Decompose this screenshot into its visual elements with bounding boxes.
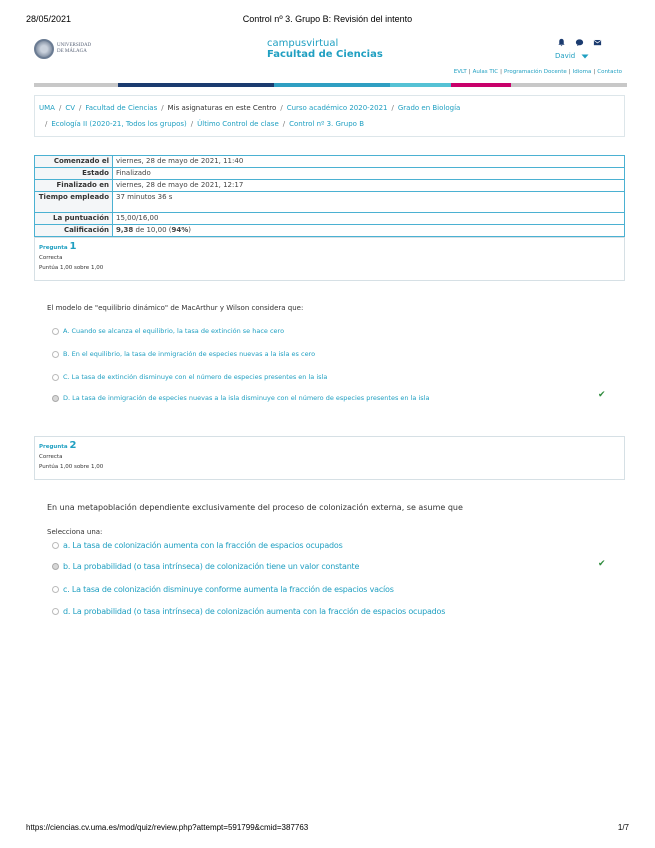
question-status: Correcta xyxy=(39,454,63,460)
color-bar-segment xyxy=(274,83,390,87)
q2-option-a[interactable] xyxy=(52,539,343,551)
question-number-value: 2 xyxy=(69,440,77,451)
breadcrumb-facultad[interactable]: Facultad de Ciencias xyxy=(85,104,158,112)
university-logo[interactable] xyxy=(34,36,94,62)
breadcrumb-mis-asignaturas: Mis asignaturas en este Centro xyxy=(167,104,277,112)
link-evlt[interactable]: EVLT xyxy=(453,69,467,75)
grade-value xyxy=(113,225,625,237)
question-status: Correcta xyxy=(39,255,63,261)
summary-value: Finalizado xyxy=(113,168,625,180)
breadcrumb-cv[interactable]: CV xyxy=(65,104,75,112)
summary-value: viernes, 28 de mayo de 2021, 12:17 xyxy=(113,180,625,192)
user-menu xyxy=(555,38,615,62)
breadcrumb-ultimo-control[interactable]: Último Control de clase xyxy=(197,120,279,128)
bell-icon[interactable] xyxy=(557,38,566,47)
summary-key: La puntuación xyxy=(35,213,113,225)
select-one-label: Selecciona una: xyxy=(47,528,103,536)
color-bar-segment xyxy=(390,83,451,87)
radio-button-selected[interactable] xyxy=(52,395,59,402)
top-links: EVLT | Aulas TIC | Programación Docente | Idioma | Contacto xyxy=(453,69,622,75)
summary-row xyxy=(35,225,625,237)
q2-option-d[interactable] xyxy=(52,605,445,617)
radio-button[interactable] xyxy=(52,351,59,358)
grade-close: ) xyxy=(188,226,191,234)
attempt-summary-table xyxy=(34,155,625,237)
question-score: Puntúa 1,00 sobre 1,00 xyxy=(39,265,104,271)
print-header xyxy=(26,14,629,26)
color-bar-segment xyxy=(451,83,511,87)
radio-button-selected[interactable] xyxy=(52,563,59,570)
option-label: B. En el equilibrio, la tasa de inmigración de especies nuevas a la isla es cero xyxy=(63,350,316,358)
radio-button[interactable] xyxy=(52,374,59,381)
q1-option-a[interactable] xyxy=(52,325,284,337)
radio-button[interactable] xyxy=(52,586,59,593)
summary-key: Tiempo empleado xyxy=(35,192,113,213)
summary-key: Calificación xyxy=(35,225,113,237)
link-programacion-docente[interactable]: Programación Docente xyxy=(504,69,567,75)
question-number xyxy=(39,441,620,452)
breadcrumb: UMA / CV / Facultad de Ciencias / Mis asignaturas en este Centro / Curso académico 2020-2021 / Grado en Biología / Ecología II (2020-21, Todos los grupos) / Último Control de clase / Control nº 3. Grupo B xyxy=(34,95,625,137)
question-text-2: En una metapoblación dependiente exclusivamente del proceso de colonización externa, se asume que xyxy=(47,503,463,512)
brand-campusvirtual: campusvirtual xyxy=(267,38,339,49)
color-bar xyxy=(34,83,627,87)
breadcrumb-curso[interactable]: Curso académico 2020-2021 xyxy=(286,104,388,112)
summary-row xyxy=(35,213,625,225)
summary-key: Estado xyxy=(35,168,113,180)
print-page-number: 1/7 xyxy=(617,823,629,832)
question-info-1 xyxy=(34,237,625,281)
option-label: a. La tasa de colonización aumenta con la fracción de espacios ocupados xyxy=(63,540,343,550)
link-idioma[interactable]: Idioma xyxy=(572,69,592,75)
site-header xyxy=(34,36,621,66)
summary-key: Finalizado en xyxy=(35,180,113,192)
link-aulas-tic[interactable]: Aulas TIC xyxy=(472,69,499,75)
summary-row xyxy=(35,192,625,213)
q2-option-b[interactable] xyxy=(52,560,359,572)
radio-button[interactable] xyxy=(52,328,59,335)
breadcrumb-ecologia[interactable]: Ecología II (2020-21, Todos los grupos) xyxy=(51,120,187,128)
option-label: A. Cuando se alcanza el equilibrio, la tasa de extinción se hace cero xyxy=(63,327,285,335)
question-number xyxy=(39,242,620,253)
site-brand[interactable] xyxy=(267,38,383,61)
print-title: Control nº 3. Grupo B: Revisión del intento xyxy=(242,14,413,24)
summary-key: Comenzado el xyxy=(35,156,113,168)
option-label: b. La probabilidad (o tasa intrínseca) de colonización tiene un valor constante xyxy=(63,561,360,571)
summary-value: viernes, 28 de mayo de 2021, 11:40 xyxy=(113,156,625,168)
question-number-value: 1 xyxy=(69,241,77,252)
question-score: Puntúa 1,00 sobre 1,00 xyxy=(39,464,104,470)
print-date: 28/05/2021 xyxy=(26,14,72,24)
option-label: D. La tasa de inmigración de especies nuevas a la isla disminuye con el número de especies presentes en la isla xyxy=(63,394,430,402)
summary-value: 37 minutos 36 s xyxy=(113,192,625,213)
summary-row xyxy=(35,168,625,180)
print-url: https://ciencias.cv.uma.es/mod/quiz/review.php?attempt=591799&cmid=387763 xyxy=(26,823,309,832)
question-label: Pregunta xyxy=(39,245,68,251)
logo-text: UNIVERSIDAD DE MÁLAGA xyxy=(57,43,92,54)
radio-button[interactable] xyxy=(52,608,59,615)
q1-option-d[interactable] xyxy=(52,392,429,404)
summary-value: 15,00/16,00 xyxy=(113,213,625,225)
option-label: C. La tasa de extinción disminuye con el número de especies presentes en la isla xyxy=(63,373,328,381)
radio-button[interactable] xyxy=(52,542,59,549)
question-info-2 xyxy=(34,436,625,480)
option-label: d. La probabilidad (o tasa intrínseca) de colonización aumenta con la fracción de espacios ocupados xyxy=(63,606,446,616)
user-name[interactable]: David xyxy=(555,52,576,60)
summary-row xyxy=(35,180,625,192)
university-seal-icon xyxy=(34,39,54,59)
q1-option-c[interactable] xyxy=(52,371,327,383)
color-bar-segment xyxy=(34,83,118,87)
grade-rest: de 10,00 ( xyxy=(133,226,172,234)
chevron-down-icon[interactable] xyxy=(581,54,589,60)
color-bar-segment xyxy=(511,83,627,87)
breadcrumb-grado[interactable]: Grado en Biología xyxy=(397,104,461,112)
link-contacto[interactable]: Contacto xyxy=(597,69,622,75)
correct-check-icon: ✔ xyxy=(598,559,606,569)
q1-option-b[interactable] xyxy=(52,348,315,360)
brand-faculty: Facultad de Ciencias xyxy=(267,49,383,60)
correct-check-icon: ✔ xyxy=(598,390,606,400)
breadcrumb-uma[interactable]: UMA xyxy=(39,104,55,112)
mail-icon[interactable] xyxy=(593,38,602,47)
option-label: c. La tasa de colonización disminuye conforme aumenta la fracción de espacios vacíos xyxy=(63,584,394,594)
breadcrumb-control[interactable]: Control nº 3. Grupo B xyxy=(289,120,364,128)
question-label: Pregunta xyxy=(39,444,68,450)
summary-row xyxy=(35,156,625,168)
q2-option-c[interactable] xyxy=(52,583,394,595)
color-bar-segment xyxy=(118,83,274,87)
grade-number: 9,38 xyxy=(116,226,134,234)
question-text-1: El modelo de "equilibrio dinámico" de MacArthur y Wilson considera que: xyxy=(47,304,304,312)
chat-icon[interactable] xyxy=(575,38,584,47)
grade-percent: 94% xyxy=(171,226,189,234)
